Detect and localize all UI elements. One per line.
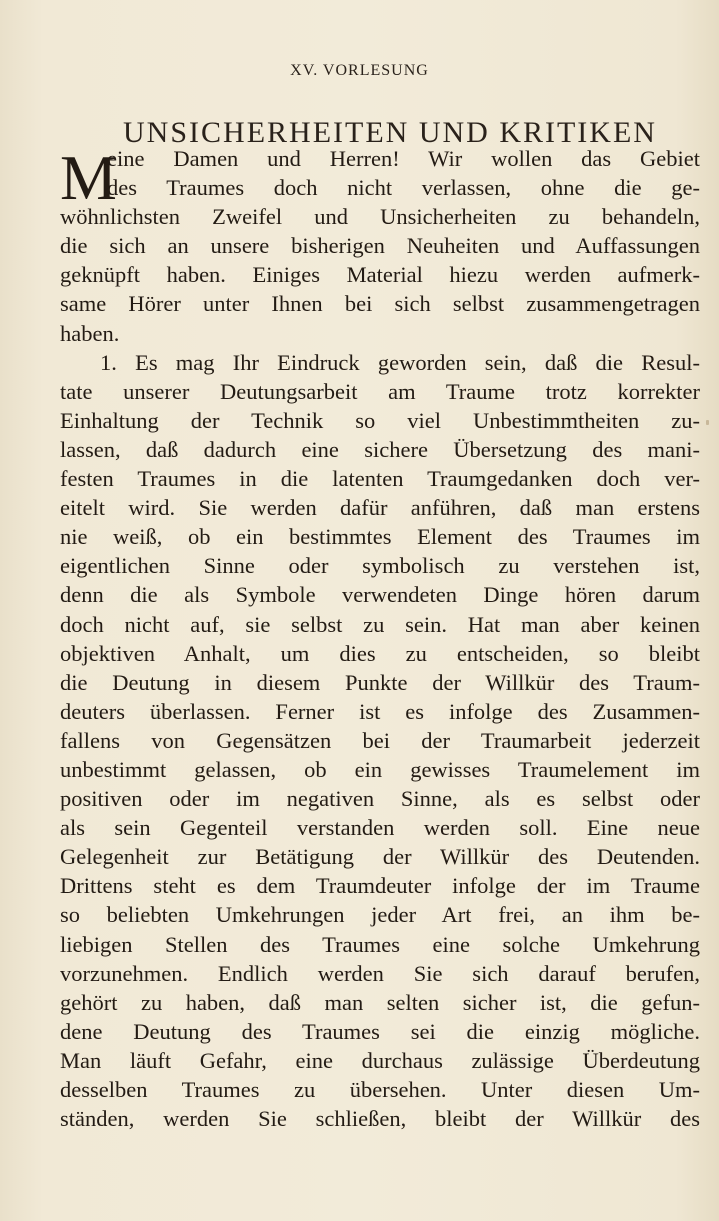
text-line: festen Traumes in die latenten Traumgedanken doch ver- xyxy=(60,466,700,492)
text-line: wöhnlichsten Zweifel und Unsicherheiten zu behandeln, xyxy=(60,204,700,230)
text-line: 1. Es mag Ihr Eindruck geworden sein, daß die Resul- xyxy=(100,349,700,375)
text-line: die Deutung in diesem Punkte der Willkür des Traum- xyxy=(60,669,700,695)
text-line: ständen, werden Sie schließen, bleibt der Willkür des xyxy=(60,1106,700,1132)
text-line: des Traumes doch nicht verlassen, ohne die ge- xyxy=(107,175,700,201)
text-line: denn die als Symbole verwendeten Dinge hören darum xyxy=(60,582,700,608)
drop-cap: M xyxy=(60,142,117,213)
text-line: same Hörer unter Ihnen bei sich selbst zusammengetragen xyxy=(60,291,700,317)
text-line: Gelegenheit zur Betätigung der Willkür des Deutenden. xyxy=(60,844,700,870)
text-line: Man läuft Gefahr, eine durchaus zulässige Überdeutung xyxy=(60,1047,700,1073)
print-speck xyxy=(706,420,709,425)
text-line: geknüpft haben. Einiges Material hiezu werden aufmerk- xyxy=(60,262,700,288)
text-line: eigentlichen Sinne oder symbolisch zu verstehen ist, xyxy=(60,553,700,579)
text-line: liebigen Stellen des Traumes eine solche Umkehrung xyxy=(60,931,700,957)
text-line: tate unserer Deutungsarbeit am Traume trotz korrekter xyxy=(60,378,700,404)
text-line: doch nicht auf, sie selbst zu sein. Hat man aber keinen xyxy=(60,611,700,637)
text-line: eitelt wird. Sie werden dafür anführen, daß man erstens xyxy=(60,495,700,521)
text-line: objektiven Anhalt, um dies zu entscheiden, so bleibt xyxy=(60,640,700,666)
text-line: unbestimmt gelassen, ob ein gewisses Traumelement im xyxy=(60,756,700,782)
text-line: gehört zu haben, daß man selten sicher ist, die gefun- xyxy=(60,989,700,1015)
text-line: Drittens steht es dem Traumdeuter infolge der im Traume xyxy=(60,873,700,899)
text-line: die sich an unsere bisherigen Neuheiten und Auffassungen xyxy=(60,233,700,259)
text-line: als sein Gegenteil verstanden werden soll. Eine neue xyxy=(60,815,700,841)
text-line: positiven oder im negativen Sinne, als es selbst oder xyxy=(60,786,700,812)
text-line: nie weiß, ob ein bestimmtes Element des Traumes im xyxy=(60,524,700,550)
chapter-title: UNSICHERHEITEN UND KRITIKEN xyxy=(123,116,657,150)
body-text xyxy=(60,144,700,1133)
text-line: Einhaltung der Technik so viel Unbestimmtheiten zu- xyxy=(60,407,700,433)
text-line: lassen, daß dadurch eine sichere Übersetzung des mani- xyxy=(60,436,700,462)
text-line: haben. xyxy=(60,320,120,346)
text-line: so beliebten Umkehrungen jeder Art frei, an ihm be- xyxy=(60,902,700,928)
text-line: desselben Traumes zu übersehen. Unter diesen Um- xyxy=(60,1077,700,1102)
running-head: XV. VORLESUNG xyxy=(290,62,429,79)
text-line: fallens von Gegensätzen bei der Traumarbeit jederzeit xyxy=(60,727,700,753)
text-line: eine Damen und Herren! Wir wollen das Gebiet xyxy=(107,146,700,171)
text-line: deuters überlassen. Ferner ist es infolge des Zusammen- xyxy=(60,698,700,724)
text-line: dene Deutung des Traumes sei die einzig mögliche. xyxy=(60,1018,700,1044)
text-line: vorzunehmen. Endlich werden Sie sich darauf berufen, xyxy=(60,960,700,986)
